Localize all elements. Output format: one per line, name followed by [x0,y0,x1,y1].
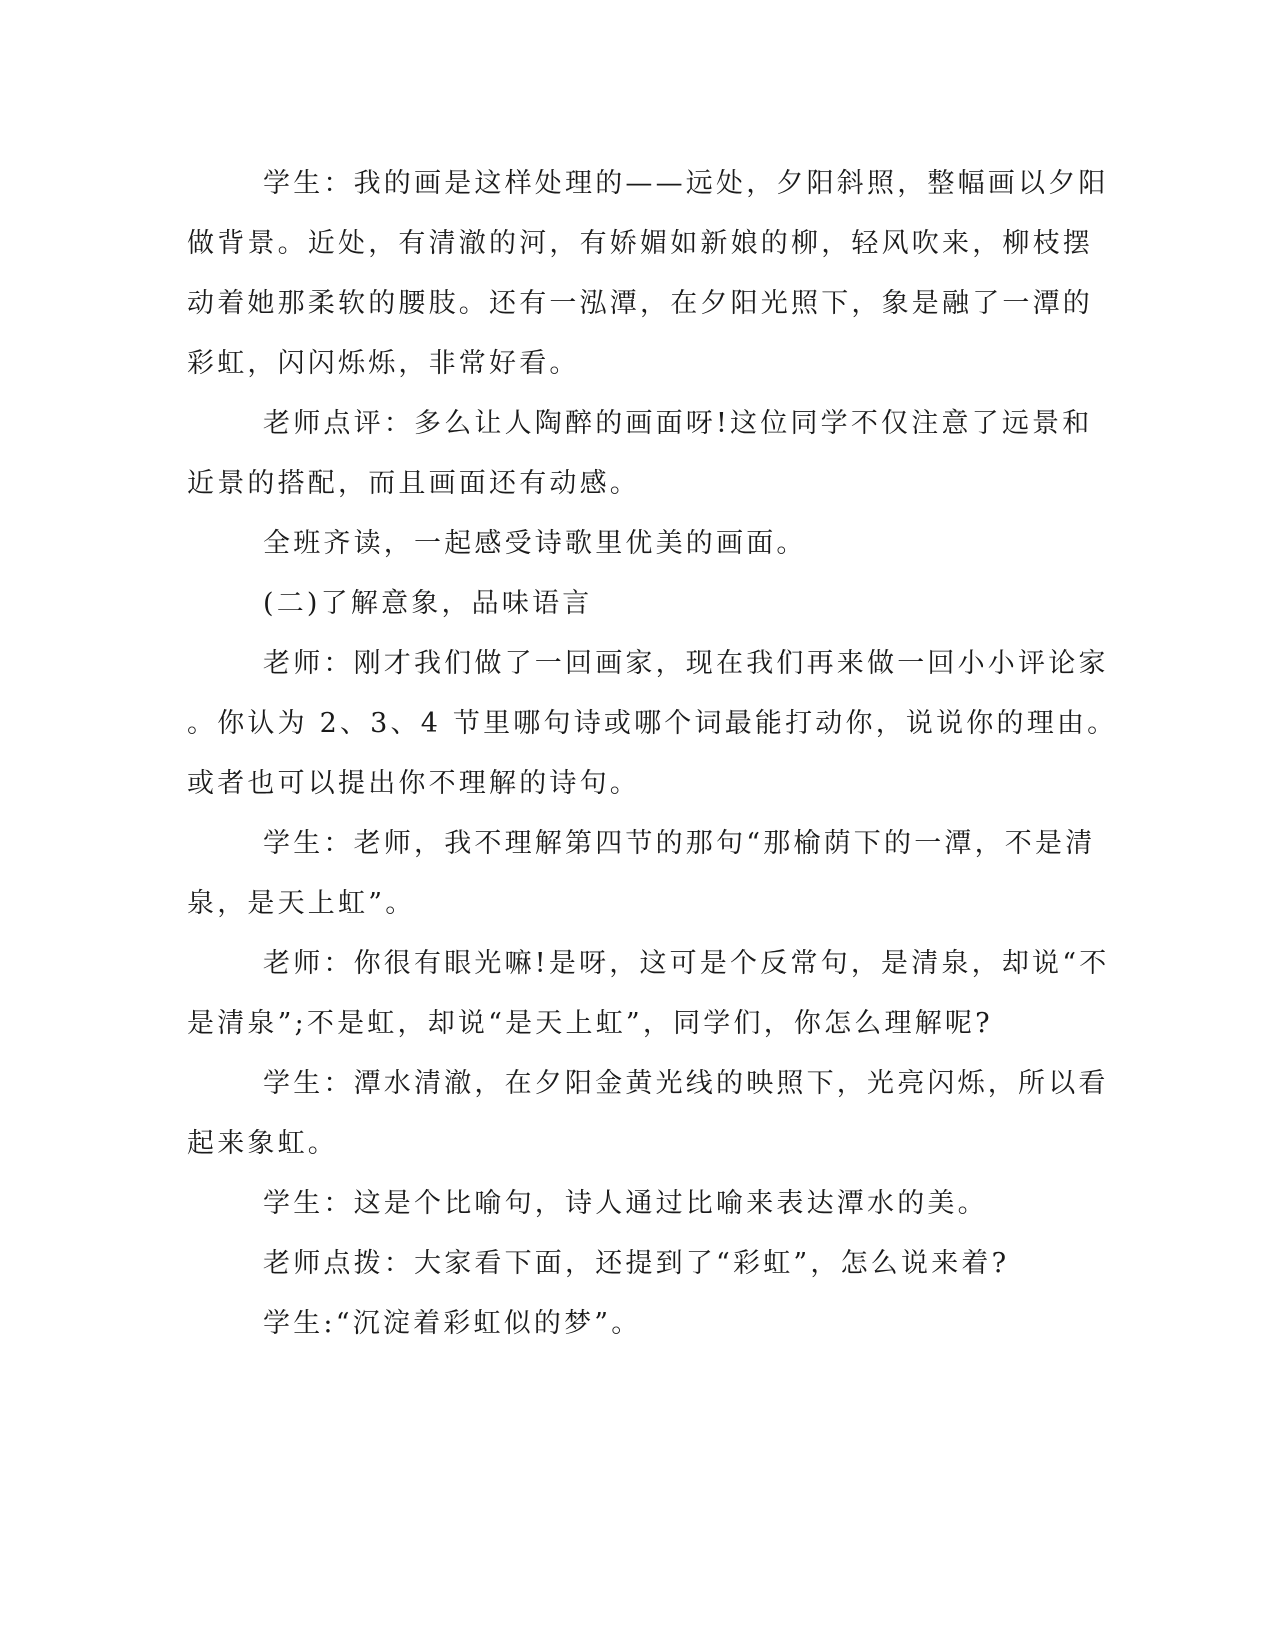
paragraph-line: 。你认为 2、3、4 节里哪句诗或哪个词最能打动你，说说你的理由。 [187,708,1118,739]
paragraph-line: 动着她那柔软的腰肢。还有一泓潭，在夕阳光照下，象是融了一潭的 [187,288,1093,319]
paragraph-line: 近景的搭配，而且画面还有动感。 [187,468,640,499]
paragraph-line: 或者也可以提出你不理解的诗句。 [187,768,640,799]
paragraph-line: 做背景。近处，有清澈的河，有娇媚如新娘的柳，轻风吹来，柳枝摆 [187,228,1093,259]
section-heading: (二)了解意象，品味语言 [263,588,593,619]
paragraph-line: 学生：潭水清澈，在夕阳金黄光线的映照下，光亮闪烁，所以看 [263,1068,1109,1099]
paragraph-line: 起来象虹。 [187,1128,338,1159]
paragraph-line: 学生:“沉淀着彩虹似的梦”。 [263,1308,642,1339]
paragraph-line: 是清泉”;不是虹，却说“是天上虹”，同学们，你怎么理解呢? [187,1008,993,1039]
paragraph-line: 老师点拨：大家看下面，还提到了“彩虹”，怎么说来着? [263,1248,1010,1279]
paragraph-line: 学生：这是个比喻句，诗人通过比喻来表达潭水的美。 [263,1188,988,1219]
paragraph-line: 老师：刚才我们做了一回画家，现在我们再来做一回小小评论家 [263,648,1109,679]
paragraph-line: 老师：你很有眼光嘛!是呀，这可是个反常句，是清泉，却说“不 [263,948,1110,979]
paragraph-line: 老师点评：多么让人陶醉的画面呀!这位同学不仅注意了远景和 [263,408,1093,439]
paragraph-line: 学生：我的画是这样处理的——远处，夕阳斜照，整幅画以夕阳 [263,168,1109,199]
paragraph-line: 彩虹，闪闪烁烁，非常好看。 [187,348,580,379]
paragraph-line: 全班齐读，一起感受诗歌里优美的画面。 [263,528,807,559]
paragraph-line: 学生：老师，我不理解第四节的那句“那榆荫下的一潭，不是清 [263,828,1096,859]
paragraph-line: 泉，是天上虹”。 [187,888,416,919]
